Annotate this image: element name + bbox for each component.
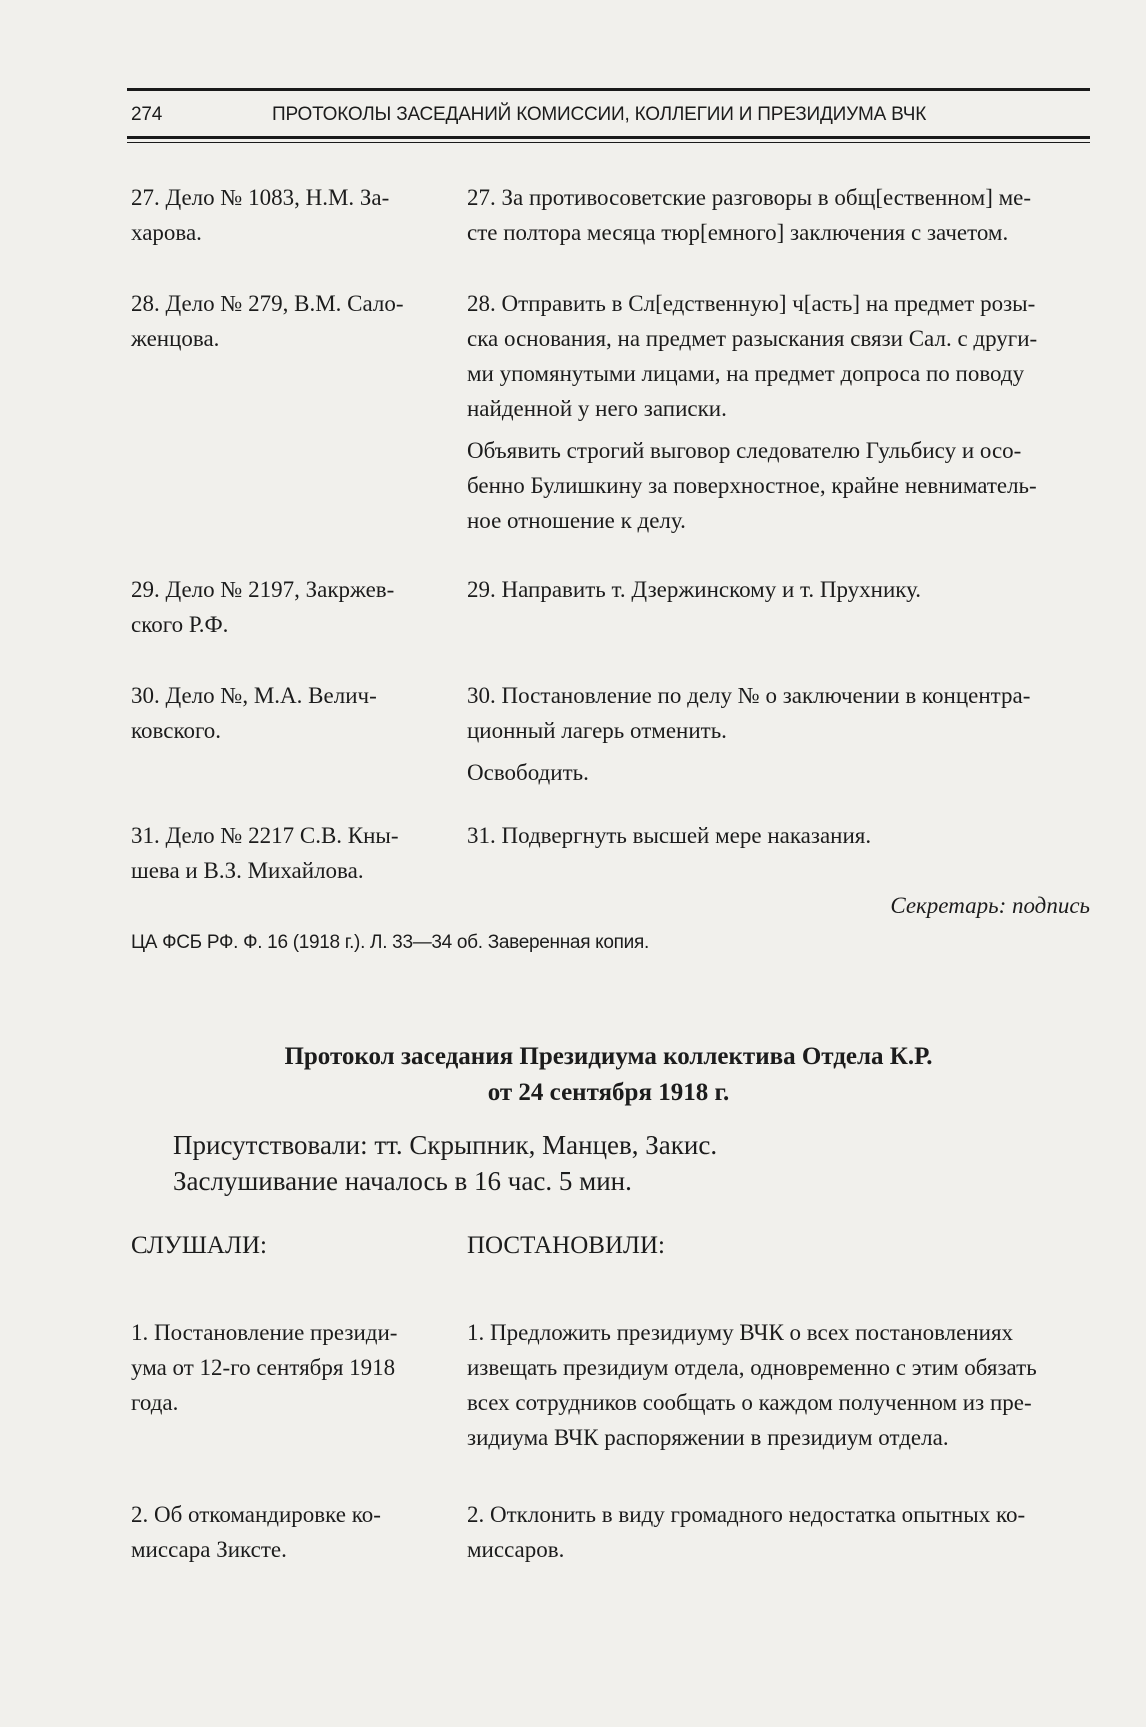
page-header [127,100,1090,134]
attendance [173,1127,717,1199]
item-left: 1. Постановление президи- ума от 12-го сентября 1918 года. [131,1320,398,1415]
secretary-signature: Секретарь: подпись [890,893,1090,918]
case-left: 30. Дело №, М.А. Велич- ковского. [131,683,377,743]
running-title: ПРОТОКОЛЫ ЗАСЕДАНИЙ КОМИССИИ, КОЛЛЕГИИ И ПРЕЗИДИУМА ВЧК [272,104,927,125]
header-bottom-rule [127,136,1090,139]
case-left: 29. Дело № 2197, Закржев- ского Р.Ф. [131,577,395,637]
case-decision: 27. За противосоветские разговоры в общ[ественном] ме- сте полтора месяца тюр[емного] заключения с зачетом. [467,185,1032,245]
header-top-rule [127,88,1090,91]
archive-source: ЦА ФСБ РФ. Ф. 16 (1918 г.). Л. 33—34 об. Заверенная копия. [131,932,649,953]
present-list: Присутствовали: тт. Скрыпник, Манцев, Закис. [173,1130,718,1160]
header-bottom-rule-thin [127,142,1090,143]
case-decision: 28. Отправить в Сл[едственную] ч[асть] на предмет розы- ска основания, на предмет разыскания связи Сал. с други- ми упомянутыми лицами, на предмет допроса по поводу найденной у него записки. Объявить строгий выговор следователю Гульбису и осо- бенно Булишкину за поверхностное, крайне невниматель- ное отношение к делу. [467,291,1038,533]
case-left: 31. Дело № 2217 С.В. Кны- шева и В.З. Михайлова. [131,823,399,883]
protocol-title: Протокол заседания Президиума коллектива Отдела К.Р. от 24 сентября 1918 г. [284,1043,933,1106]
case-left: 27. Дело № 1083, Н.М. За- харова. [131,185,390,245]
resolved-label: ПОСТАНОВИЛИ: [467,1232,665,1259]
start-time: Заслушивание началось в 16 час. 5 мин. [173,1166,632,1196]
item-left: 2. Об откомандировке ко- миссара Зиксте. [131,1502,381,1562]
item-decision: 2. Отклонить в виду громадного недостатка опытных ко- миссаров. [467,1502,1026,1562]
case-decision: 29. Направить т. Дзержинскому и т. Прухнику. [467,577,922,602]
case-left: 28. Дело № 279, В.М. Сало- женцова. [131,291,404,351]
heard-label: СЛУШАЛИ: [131,1232,267,1259]
case-decision: 31. Подвергнуть высшей мере наказания. [467,823,872,848]
page-number: 274 [131,104,163,125]
item-decision: 1. Предложить президиуму ВЧК о всех постановлениях извещать президиум отдела, одновременно с этим обязать всех сотрудников сообщать о каждом полученном из пре- зидиума ВЧК распоряжении в президиум отдела. [467,1320,1037,1450]
case-decision: 30. Постановление по делу № о заключении в концентра- ционный лагерь отменить. Освободить. [467,683,1031,785]
